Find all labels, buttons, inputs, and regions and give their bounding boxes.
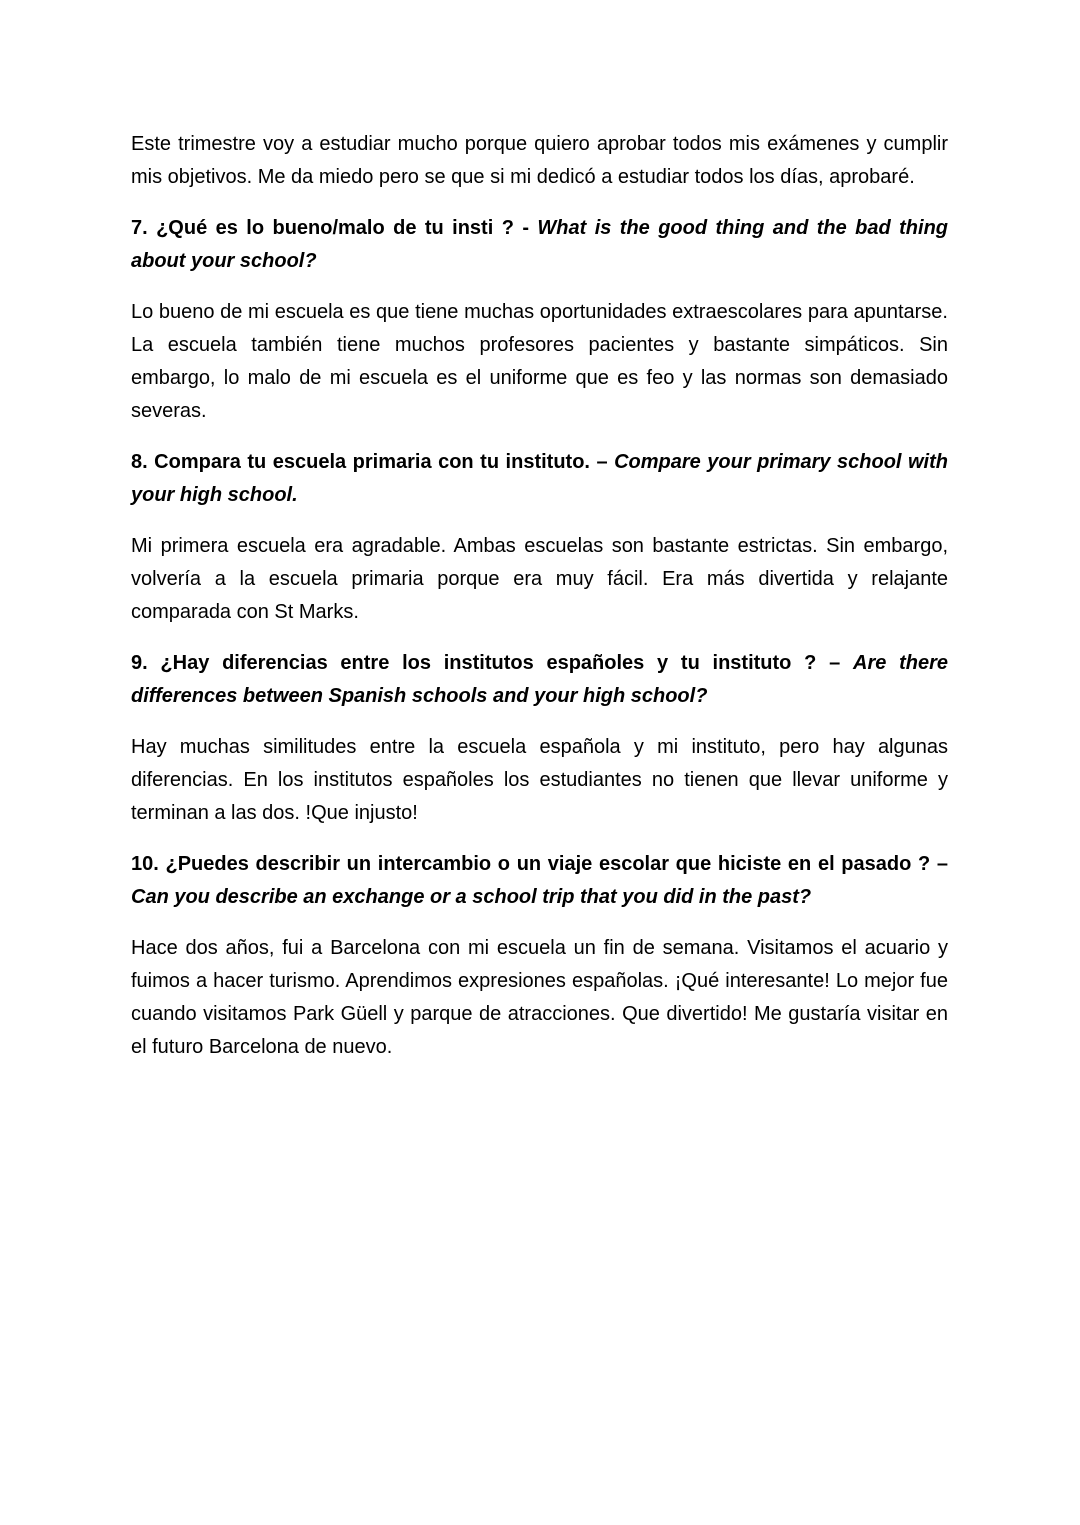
- answer-9: Hay muchas similitudes entre la escuela española y mi instituto, pero hay algunas diferencias. En los institutos españoles los estudiantes no tienen que llevar uniforme y terminan a las dos. !Que injusto!: [131, 736, 948, 824]
- question-8: [131, 446, 948, 512]
- question-8-en: Compare your primary school with your high school.: [131, 451, 948, 506]
- question-10-en: Can you describe an exchange or a school trip that you did in the past?: [131, 886, 812, 908]
- question-10-es: 10. ¿Puedes describir un intercambio o un viaje escolar que hiciste en el pasado ? –: [131, 853, 948, 875]
- question-7-es: 7. ¿Qué es lo bueno/malo de tu insti ? -: [131, 217, 538, 239]
- answer-7: Lo bueno de mi escuela es que tiene muchas oportunidades extraescolares para apuntarse. La escuela también tiene muchos profesores pacientes y bastante simpáticos. Sin embargo, lo malo de mi escuela es el uniforme que es feo y las normas son demasiado severas.: [131, 301, 948, 422]
- question-9-es: 9. ¿Hay diferencias entre los institutos españoles y tu instituto ? –: [131, 652, 853, 674]
- question-7: [131, 212, 948, 278]
- answer-10: Hace dos años, fui a Barcelona con mi escuela un fin de semana. Visitamos el acuario y fuimos a hacer turismo. Aprendimos expresiones españolas. ¡Qué interesante! Lo mejor fue cuando visitamos Park Güell y parque de atracciones. Que divertido! Me gustaría visitar en el futuro Barcelona de nuevo.: [131, 937, 948, 1058]
- question-9-en: Are there differences between Spanish schools and your high school?: [131, 652, 949, 707]
- intro-paragraph: Este trimestre voy a estudiar mucho porque quiero aprobar todos mis exámenes y cumplir mis objetivos. Me da miedo pero se que si mi dedicó a estudiar todos los días, aprobaré.: [131, 133, 948, 188]
- section-8: [131, 446, 948, 629]
- question-8-es: 8. Compara tu escuela primaria con tu instituto. –: [131, 451, 615, 473]
- section-9: [131, 647, 948, 830]
- question-10: [131, 848, 948, 914]
- section-7: [131, 212, 948, 428]
- document-page: [131, 128, 948, 1064]
- question-9: [131, 647, 948, 713]
- answer-8: Mi primera escuela era agradable. Ambas escuelas son bastante estrictas. Sin embargo, volvería a la escuela primaria porque era muy fácil. Era más divertida y relajante comparada con St Marks.: [131, 535, 948, 623]
- section-10: [131, 848, 948, 1064]
- question-7-en: What is the good thing and the bad thing about your school?: [131, 217, 948, 272]
